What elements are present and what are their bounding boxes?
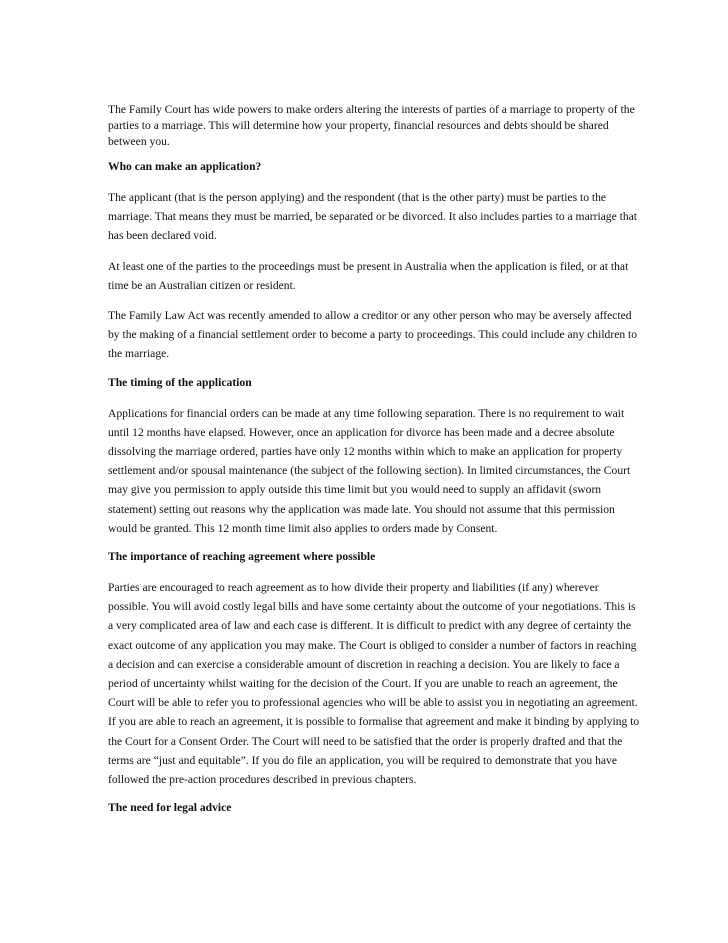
paragraph-timing-of-application: Applications for financial orders can be made at any time following separation. There is no requirement to wait until 12 months have elapsed. However, once an application for divorce has been made and a decree absolute dissolving the marriage ordered, parties have only 12 months within which to make an application for property settlement and/or spousal maintenance (the subject of the following section). In limited circumstances, the Court may give you permission to apply outside this time limit but you would need to supply an affidavit (sworn statement) setting out reasons why the application was made late. You should not assume that this permission would be granted. This 12 month time limit also applies to orders made by Consent. (108, 406, 631, 535)
paragraph-parties-to-marriage: The applicant (that is the person applying) and the respondent (that is the other party) must be parties to the marriage. That means they must be married, be separated or be divorced. It also includes parties to a marriage that has been declared void. (108, 191, 638, 243)
section-heading-who-can-apply: Who can make an application? (108, 160, 262, 173)
paragraph-presence-in-australia: At least one of the parties to the proceedings must be present in Australia when the application is filed, or at that time be an Australian citizen or resident. (108, 259, 629, 292)
section-heading-reaching-agreement: The importance of reaching agreement where possible (108, 550, 376, 564)
intro-paragraph: The Family Court has wide powers to make orders altering the interests of parties of a marriage to property of the parties to a marriage. This will determine how your property, financial resources and debts should be shared between you. (108, 103, 635, 148)
paragraph-family-law-act-amendment: The Family Law Act was recently amended to allow a creditor or any other person who may be aversely affected by the making of a financial settlement order to become a party to proceedings. This could include any children to the marriage. (108, 309, 638, 361)
document-body (108, 102, 640, 816)
section-heading-timing: The timing of the application (108, 375, 252, 389)
section-heading-legal-advice: The need for legal advice (108, 801, 232, 815)
paragraph-reaching-agreement: Parties are encouraged to reach agreement as to how divide their property and liabilities (if any) wherever possible. You will avoid costly legal bills and have some certainty about the outcome of your negotiations. This is a very complicated area of law and each case is different. It is difficult to predict with any degree of certainty the exact outcome of any application you may make. The Court is obliged to consider a number of factors in reaching a decision and can exercise a considerable amount of discretion in reaching a decision. You are likely to face a period of uncertainty whilst waiting for the decision of the Court. If you are unable to reach an agreement, the Court will be able to refer you to professional agencies who will be able to assist you in negotiating an agreement. If you are able to reach an agreement, it is possible to formalise that agreement and make it binding by applying to the Court for a Consent Order. The Court will need to be satisfied that the order is properly drafted and that the terms are “just and equitable”. If you do file an application, you will be required to demonstrate that you have followed the pre-action procedures described in previous chapters. (108, 581, 640, 787)
